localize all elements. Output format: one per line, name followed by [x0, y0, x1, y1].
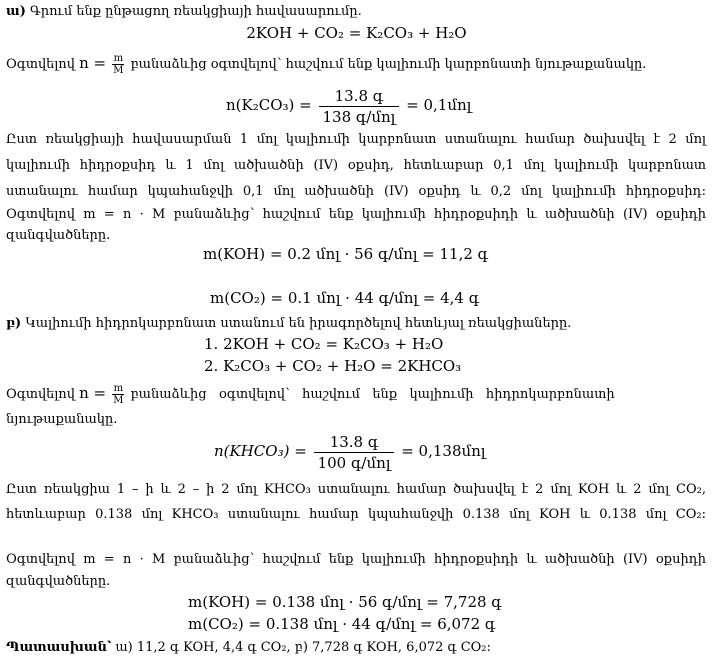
part-b-formula-m: m: [113, 383, 124, 394]
n-k2co3-denominator: 138 գ/մոլ: [322, 107, 396, 126]
part-b-using-suffix: բանաձևից օգտվելով՝ հաշվում ենք կալիումի հիդրոկարբոնատի: [130, 387, 615, 402]
part-b-using-line2: նյութաքանակը.: [6, 412, 118, 427]
part-b-reaction2: 2. K₂CO₃ + CO₂ + H₂O = 2KHCO₃: [204, 357, 462, 375]
part-b-reaction1: 1. 2KOH + CO₂ = K₂CO₃ + H₂O: [204, 335, 444, 353]
part-a-mass-koh: m(KOH) = 0.2 մոլ · 56 գ/մոլ = 11,2 գ: [203, 245, 489, 263]
part-b-formula-fraction: [112, 383, 124, 406]
n-khco3-lhs: n(KHCO₃) =: [214, 442, 307, 460]
part-a-formula-line: [6, 52, 646, 76]
n-k2co3-numerator: 13.8 գ: [319, 86, 400, 107]
part-b-n-khco3-equation: [214, 428, 485, 474]
n-k2co3-lhs: n(K₂CO₃) =: [226, 96, 312, 114]
part-a-label: ա): [6, 4, 26, 19]
part-b-using-prefix: Օգտվելով: [6, 387, 75, 402]
part-b-formula-line: [6, 382, 706, 406]
n-k2co3-fraction: [319, 86, 400, 127]
n-k2co3-result: = 0,1մոլ: [406, 96, 472, 114]
part-a-formula-n: n =: [79, 54, 107, 72]
part-a-reaction: 2KOH + CO₂ = K₂CO₃ + H₂O: [246, 24, 467, 42]
part-b-para1-line1: Ըստ ռեակցիա 1 – ի և 2 – ի 2 մոլ KHCO₃ ստանալու համար ծախսվել է 2 մոլ KOH և 2 մոլ CO₂,: [6, 482, 706, 497]
part-b-mass-koh: m(KOH) = 0.138 մոլ · 56 գ/մոլ = 7,728 գ: [188, 593, 502, 611]
part-b-intro-line: [6, 316, 571, 332]
part-b-para1-line2: հետևաբար 0.138 մոլ KHCO₃ ստանալու համար կպահանջվի 0.138 մոլ KOH և 0.138 մոլ CO₂:: [6, 507, 706, 522]
part-a-intro-line: [6, 4, 362, 20]
part-a-para2-line2: զանգվածները.: [6, 228, 111, 243]
part-a-using-prefix: Օգտվելով: [6, 57, 75, 72]
part-a-para1-line3: ստանալու համար կպահանջվի 0,1 մոլ ածխածնի (IV) օքսիդ և 0,2 մոլ կալիումի հիդրօքսիդ:: [6, 184, 706, 199]
part-a-mass-co2: m(CO₂) = 0.1 մոլ · 44 գ/մոլ = 4,4 գ: [210, 289, 480, 307]
part-a-formula-m: m: [113, 53, 124, 64]
part-b-mass-co2: m(CO₂) = 0.138 մոլ · 44 գ/մոլ = 6,072 գ: [188, 615, 496, 633]
part-b-formula-M: M: [113, 395, 124, 406]
part-a-n-k2co3-equation: [226, 82, 471, 128]
part-a-using-suffix: բանաձևից օգտվելով՝ հաշվում ենք կալիումի կարբոնատի նյութաքանակը.: [130, 57, 647, 72]
part-a-intro: Գրում ենք ընթացող ռեակցիայի հավասարումը.: [30, 4, 362, 19]
n-khco3-result: = 0,138մոլ: [401, 442, 486, 460]
part-a-formula-fraction: [112, 53, 124, 76]
part-a-formula-M: M: [113, 65, 124, 76]
n-khco3-denominator: 100 գ/մոլ: [317, 453, 391, 472]
part-b-formula-n: n =: [79, 384, 107, 402]
answer-line: [6, 640, 491, 656]
answer-text: ա) 11,2 գ KOH, 4,4 գ CO₂, բ) 7,728 գ KOH, 6,072 գ CO₂:: [115, 640, 491, 655]
n-khco3-fraction: [314, 432, 395, 473]
part-a-para1-line2: կալիումի հիդրօքսիդ և 1 մոլ ածխածնի (IV) օքսիդ, հետևաբար 0,1 մոլ կալիումի կարբոնատ: [6, 158, 706, 173]
n-khco3-numerator: 13.8 գ: [314, 432, 395, 453]
part-b-para2-line2: զանգվածները.: [6, 574, 111, 589]
answer-label: Պատասխան՝: [6, 640, 112, 655]
part-a-para2-line1: Օգտվելով m = n · M բանաձևից՝ հաշվում ենք կալիումի հիդրօքսիդի և ածխածնի (IV) օքսիդի: [6, 207, 706, 222]
part-b-para2-line1: Օգտվելով m = n · M բանաձևից՝ հաշվում ենք կալիումի հիդրօքսիդի և ածխածնի (IV) օքսիդի: [6, 552, 706, 567]
part-b-intro: Կալիումի հիդրոկարբոնատ ստանում են իրագործելով հետևյալ ռեակցիաները.: [25, 316, 572, 331]
part-a-para1-line1: Ըստ ռեակցիայի հավասարման 1 մոլ կալիումի կարբոնատ ստանալու համար ծախսվել է 2 մոլ: [6, 132, 706, 147]
part-b-label: բ): [6, 316, 22, 331]
